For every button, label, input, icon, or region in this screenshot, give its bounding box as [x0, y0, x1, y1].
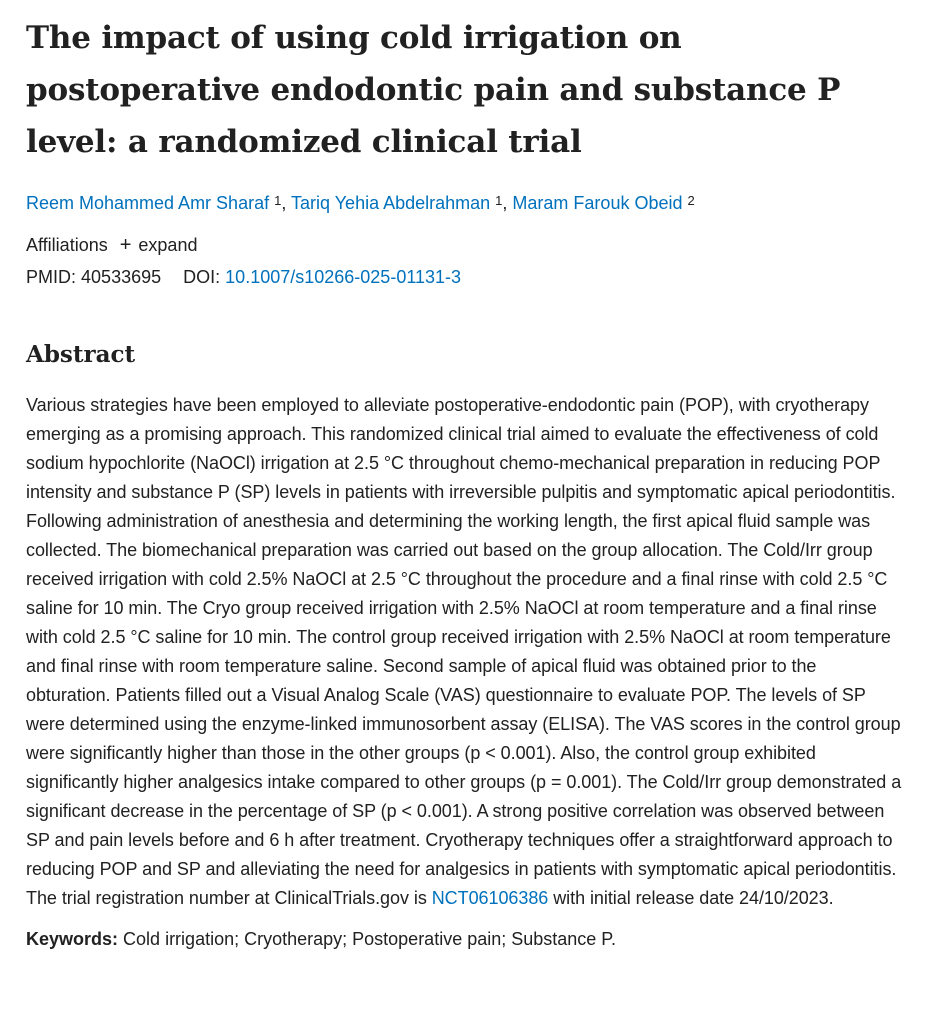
author-affil-ref-1[interactable]: 1 — [274, 193, 282, 208]
keywords-row — [26, 926, 902, 952]
author-affil-ref-2[interactable]: 1 — [495, 193, 503, 208]
author-affil-ref-3[interactable]: 2 — [687, 193, 695, 208]
trial-registration-link[interactable]: NCT06106386 — [431, 888, 549, 908]
author-separator: , — [502, 193, 513, 213]
affiliations-row — [26, 232, 902, 258]
keywords-label: Keywords: — [26, 929, 119, 949]
author-list — [26, 190, 902, 216]
author-link-1[interactable]: Reem Mohammed Amr Sharaf — [26, 193, 270, 213]
abstract-body — [26, 391, 902, 913]
pmid-value: 40533695 — [81, 267, 162, 287]
keywords-list: Cold irrigation; Cryotherapy; Postoperative pain; Substance P. — [123, 929, 616, 949]
affiliations-expand-button[interactable] — [120, 232, 198, 258]
pmid-label: PMID: — [26, 267, 77, 287]
plus-icon: + — [119, 234, 132, 256]
author-link-3[interactable]: Maram Farouk Obeid — [512, 193, 683, 213]
article-title: The impact of using cold irrigation on postoperative endodontic pain and substance P level: a randomized clinical trial — [26, 20, 841, 160]
expand-label: expand — [138, 235, 198, 255]
author-link-2[interactable]: Tariq Yehia Abdelrahman — [291, 193, 491, 213]
abstract-text-main: Various strategies have been employed to alleviate postoperative-endodontic pain (POP), with cryotherapy emerging as a promising approach. This randomized clinical trial aimed to evaluate the effectiveness of cold sodium hypochlorite (NaOCl) irrigation at 2.5 °C throughout chemo-mechanical preparation in reducing POP intensity and substance P (SP) levels in patients with irreversible pulpitis and symptomatic apical periodontitis. Following administration of anesthesia and determining the working length, the first apical fluid sample was collected. The biomechanical preparation was carried out based on the group allocation. The Cold/Irr group received irrigation with cold 2.5% NaOCl at 2.5 °C throughout the procedure and a final rinse with cold 2.5 °C saline for 10 min. The Cryo group received irrigation with 2.5% NaOCl at room temperature and a final rinse with cold 2.5 °C saline for 10 min. The control group received irrigation with 2.5% NaOCl at room temperature and final rinse with room temperature saline. Second sample of apical fluid was obtained prior to the obturation. Patients filled out a Visual Analog Scale (VAS) questionnaire to evaluate POP. The levels of SP were determined using the enzyme-linked immunosorbent assay (ELISA). The VAS scores in the control group were significantly higher than those in the other groups (p < 0.001). Also, the control group exhibited significantly higher analgesics intake compared to other groups (p = 0.001). The Cold/Irr group demonstrated a significant decrease in the percentage of SP (p < 0.001). A strong positive correlation was observed between SP and pain levels before and 6 h after treatment. Cryotherapy techniques offer a straightforward approach to reducing POP and SP and alleviating the need for analgesics in patients with symptomatic apical periodontitis. The trial registration number at ClinicalTrials.gov is — [26, 395, 902, 908]
abstract-text-end: with initial release date 24/10/2023. — [548, 888, 834, 908]
identifiers-row — [26, 264, 902, 290]
doi-label: DOI: — [183, 267, 221, 287]
author-separator: , — [281, 193, 292, 213]
doi-link[interactable]: 10.1007/s10266-025-01131-3 — [225, 267, 462, 287]
affiliations-label: Affiliations — [26, 235, 108, 255]
abstract-heading: Abstract — [26, 341, 136, 368]
